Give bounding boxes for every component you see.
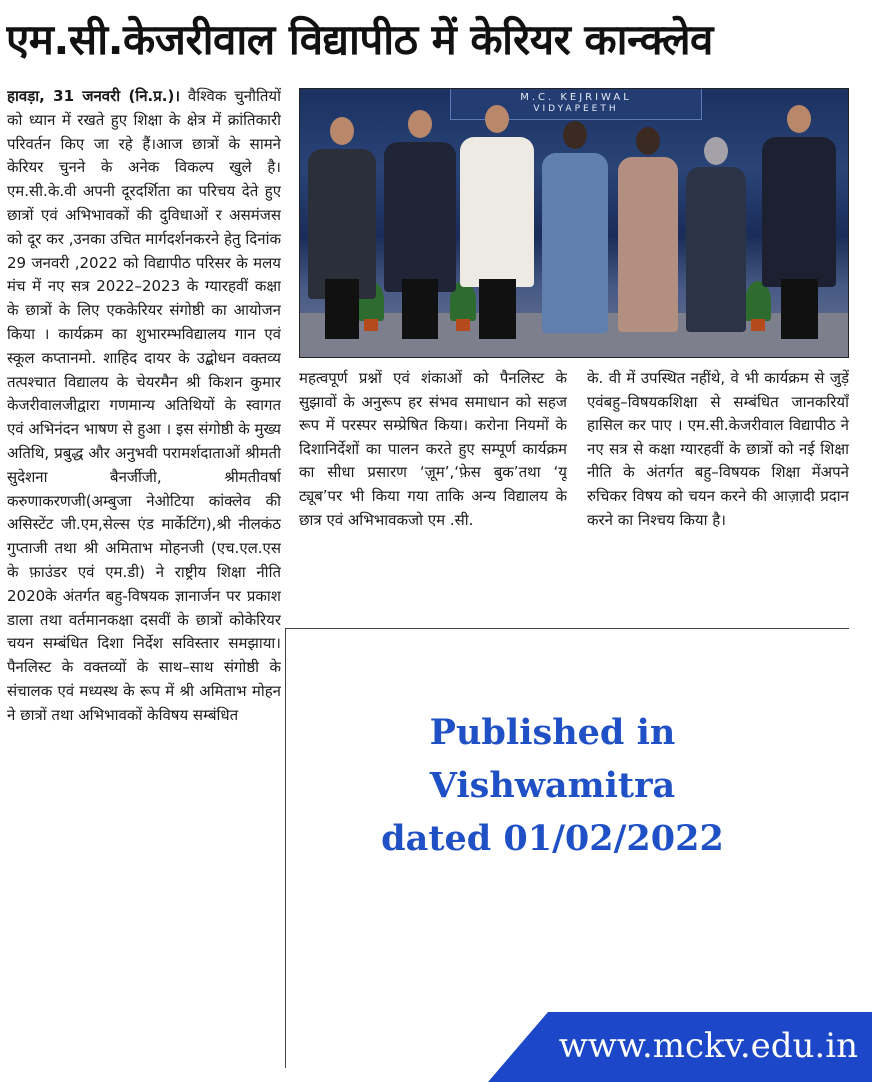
person-figure [384, 104, 456, 339]
article-column-3: के. वी में उपस्थित नहींथे, वे भी कार्यक्रम से जुड़ें एवंबहु–विषयकशिक्षा से सम्बंधित जानकरियाँ हासिल कर पाए । एम.सी.केजरीवाल विद्यापीठ ने नए सत्र से कक्षा ग्यारहवीं के छात्रों को नई शिक्षा नीति के अंतर्गत बहु–विषयक शिक्षा मेंअपने रुचिकर विषय को चयन करने की आज़ादी प्रदान करने का निश्चय किया है। [587, 369, 849, 529]
column-divider-horizontal [285, 628, 849, 629]
article-column-2: महत्वपूर्ण प्रश्नों एवं शंकाओं को पैनलिस्ट के सुझावों के अनुरूप हर संभव समाधान को सहज रूप में परस्पर सम्प्रेषित किया। करोना नियमों के दिशानिर्देशों का पालन करते हुए सम्पूर्ण कार्यक्रम का सीधा प्रसारण ‘ज़ूम’,‘फ़ेस बुक’तथा ‘यू ट्यूब’पर भी किया गया ताकि अन्य विद्यालय के छात्र एवं अभिभावकजो एम .सी. [299, 369, 567, 529]
article-column-1 [7, 85, 281, 1080]
event-photo [299, 88, 849, 358]
banner-line-1: M.C. KEJRIWAL [520, 92, 632, 103]
column-divider-vertical [285, 628, 286, 1068]
website-url[interactable]: www.mckv.edu.in [558, 1026, 858, 1066]
column-1-text: वैश्विक चुनौतियों को ध्यान में रखते हुए शिक्षा के क्षेत्र में क्रांतिकारी परिवर्तन किए जा रहे हैं।आज छात्रों के सामने केरियर चुनने के अनेक विकल्प खुले है। एम.सी.के.वी अपनी दूरदर्शिता का परिचय देते हुए छात्रों एवं अभिभावकों की दुविधाओं र असमंजस को दूर कर ,उनका उचित मार्गदर्शनकरने हेतु दिनांक 29 जनवरी ,2022 को विद्यापीठ परिसर के मलय मंच में नए सत्र 2022–2023 के ग्यारहवीं कक्षा के छात्रों के लिए एककेरियर संगोष्ठी का आयोजन किया । कार्यक्रम का शुभारम्भविद्यालय गान एवं स्कूल कप्तानमो. शाहिद दायर के उद्बोधन वक्तव्य तत्पश्चात विद्यालय के चेयरमैन श्री किशन कुमार केजरीवालजीद्वारा गणमान्य अतिथियों के स्वागत एवं अभिनंदन भाषण से हुआ । इस संगोष्ठी के मुख्य अतिथि, प्रबुद्ध और अनुभवी परामर्शदाताओं श्रीमती सुदेशना बैनर्जीजी, श्रीमतीवर्षा करुणाकरणजी(अम्बुजा नेओटिया कांक्लेव की असिस्टेंट जी.एम,सेल्स एंड मार्केटिंग),श्री नीलकंठ गुप्ताजी तथा श्री अमिताभ मोहनजी (एच.एल.एस के फ़ाउंडर एवं एम.डी) ने राष्ट्रीय शिक्षा नीति 2020के अंतर्गत बहु-विषयक ज्ञानार्जन पर प्रकाश डाला तथा वर्तमानकक्षा दसवीं के छात्रों कोकेरियर चयन सम्बंधित दिशा निर्देश सविस्तार समझाया। पैनलिस्ट के वक्तव्यों के साथ–साथ संगोष्ठी के संचालक एवं मध्यस्थ के रूप में श्री अमिताभ मोहन ने छात्रों तथा अभिभावकों केविषय सम्बंधित [7, 87, 281, 724]
dateline: हावड़ा, 31 जनवरी (नि.प्र.)। [7, 87, 181, 105]
credit-line-2: Vishwamitra [429, 765, 676, 806]
person-figure [308, 109, 376, 339]
person-figure [762, 101, 836, 339]
publication-credit [380, 706, 725, 865]
banner-line-2: VIDYAPEETH [533, 104, 619, 114]
article-headline: एम.सी.केजरीवाल विद्यापीठ में केरियर कान्क्लेव [6, 15, 713, 64]
person-figure [686, 125, 746, 339]
person-figure [460, 101, 534, 339]
credit-line-3: dated 01/02/2022 [381, 818, 724, 859]
credit-line-1: Published in [429, 712, 676, 753]
person-figure [542, 111, 608, 339]
person-figure [618, 117, 678, 339]
